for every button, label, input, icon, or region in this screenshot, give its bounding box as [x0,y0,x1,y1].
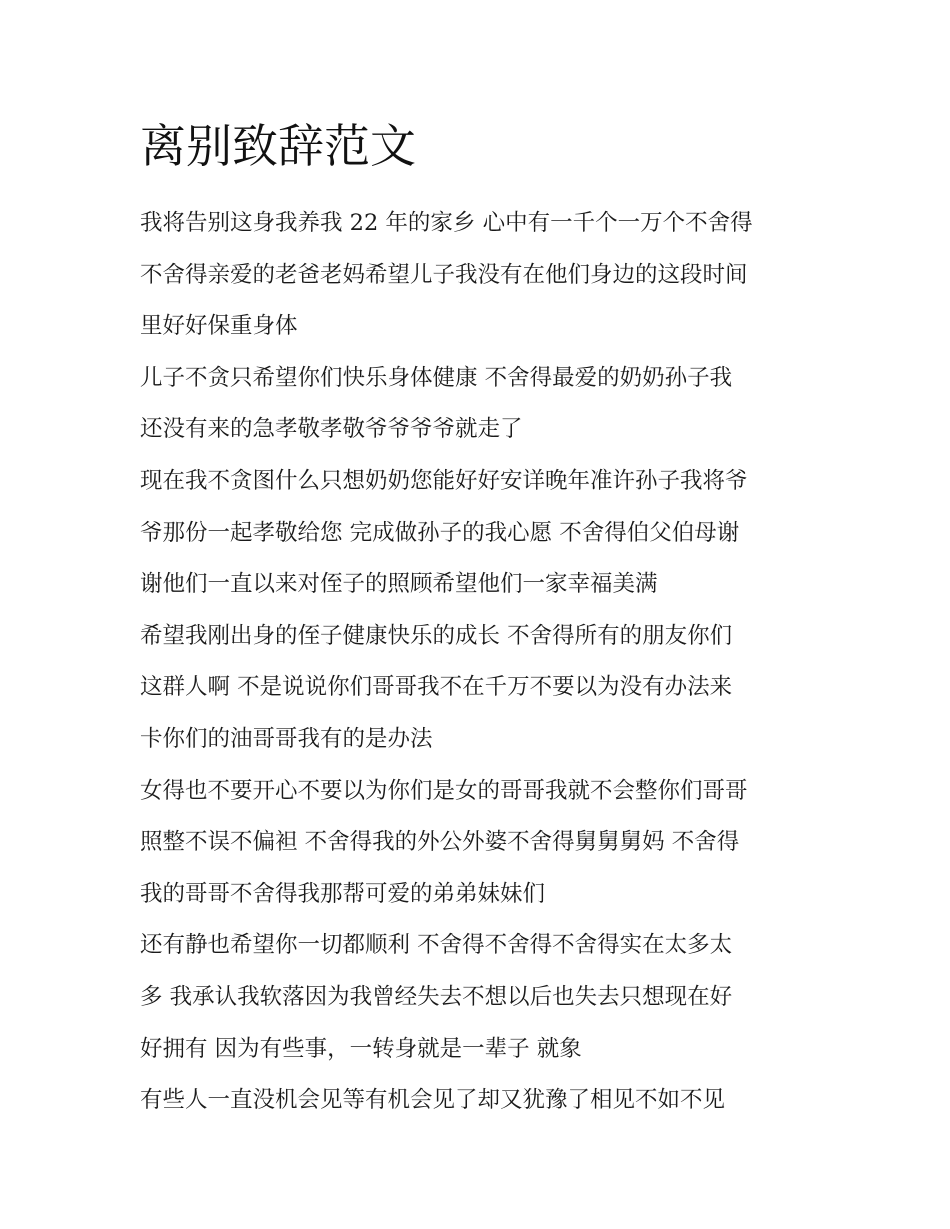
body-line-11: 卡你们的油哥哥我有的是办法 [140,725,433,752]
body-line-6: 现在我不贪图什么只想奶奶您能好好安详晚年准许孙子我将爷 [140,467,748,494]
body-line-7: 爷那份一起孝敬给您 完成做孙子的我心愿 不舍得伯父伯母谢 [140,519,740,546]
body-line-8: 谢他们一直以来对侄子的照顾希望他们一家幸福美满 [140,571,658,598]
body-line-1: 我将告别这身我养我 22 年的家乡 心中有一千个一万个不舍得 [140,210,753,236]
body-line-3: 里好好保重身体 [140,313,298,340]
body-line-9: 希望我刚出身的侄子健康快乐的成长 不舍得所有的朋友你们 [140,622,733,649]
body-line-18: 有些人一直没机会见等有机会见了却又犹豫了相见不如不见 [140,1087,726,1114]
document-body [140,198,840,1127]
body-line-5: 还没有来的急孝敬孝敬爷爷爷爷就走了 [140,416,523,443]
body-line-4: 儿子不贪只希望你们快乐身体健康 不舍得最爱的奶奶孙子我 [140,364,733,391]
body-line-16: 多 我承认我软落因为我曾经失去不想以后也失去只想现在好 [140,983,733,1010]
body-line-2: 不舍得亲爱的老爸老妈希望儿子我没有在他们身边的这段时间 [140,261,748,288]
body-line-10: 这群人啊 不是说说你们哥哥我不在千万不要以为没有办法来 [140,674,733,701]
page-title: 离别致辞范文 [140,119,416,173]
body-line-14: 我的哥哥不舍得我那帮可爱的弟弟妹妹们 [140,880,546,907]
body-line-12: 女得也不要开心不要以为你们是女的哥哥我就不会整你们哥哥 [140,777,748,804]
body-line-13: 照整不误不偏袒 不舍得我的外公外婆不舍得舅舅舅妈 不舍得 [140,829,740,856]
body-line-17: 好拥有 因为有些事，一转身就是一辈子 就象 [140,1035,582,1062]
body-line-15: 还有静也希望你一切都顺利 不舍得不舍得不舍得实在太多太 [140,932,733,959]
